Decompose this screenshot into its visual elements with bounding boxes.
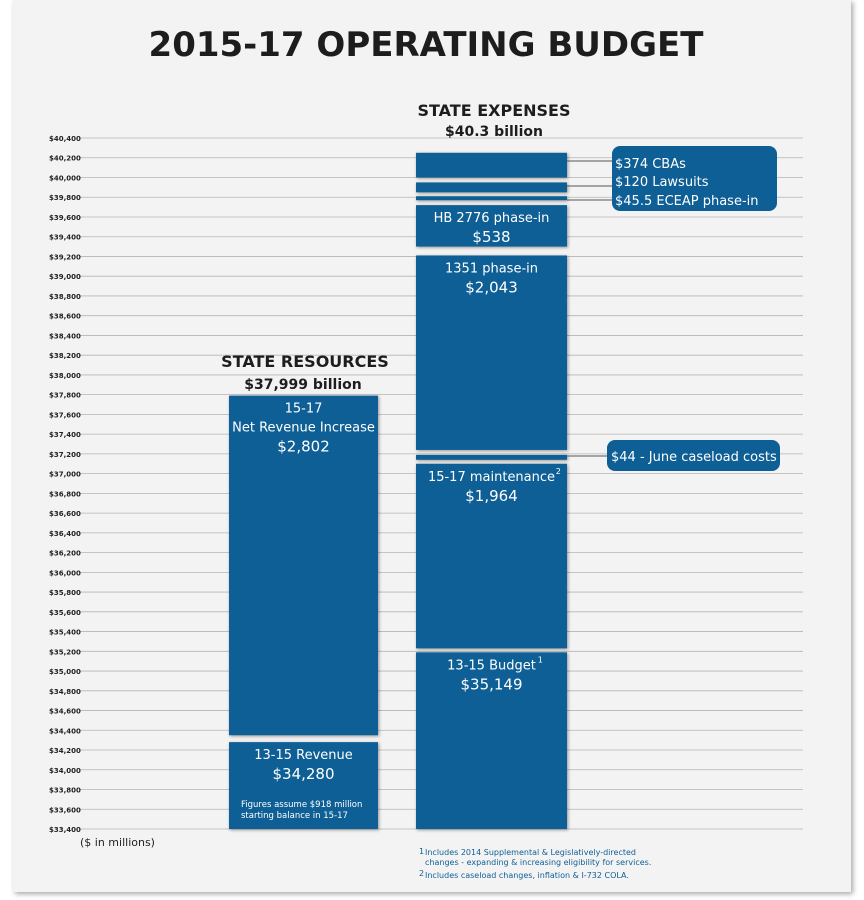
resources-header: STATE RESOURCES bbox=[221, 352, 389, 371]
resources-total: $37,999 billion bbox=[244, 377, 362, 393]
segment-label: 13-15 Revenue bbox=[254, 748, 353, 764]
y-tick-label: $38,600 bbox=[49, 312, 81, 321]
y-tick-label: $37,800 bbox=[49, 391, 81, 400]
y-tick-label: $35,200 bbox=[49, 648, 81, 657]
y-tick-label: $33,600 bbox=[49, 806, 81, 815]
y-tick-label: $36,600 bbox=[49, 510, 81, 519]
y-tick-label: $39,600 bbox=[49, 213, 81, 222]
expenses-header: STATE EXPENSES bbox=[417, 101, 571, 120]
callout-item: $45.5 ECEAP phase-in bbox=[615, 194, 759, 209]
y-tick-label: $34,600 bbox=[49, 707, 81, 716]
y-tick-label: $35,000 bbox=[49, 668, 81, 677]
segment-label: HB 2776 phase-in bbox=[433, 211, 550, 227]
segment-value: $538 bbox=[472, 228, 511, 247]
segment-value: $34,280 bbox=[272, 765, 335, 784]
segment-label: 15-17 bbox=[284, 401, 323, 417]
y-tick-label: $33,400 bbox=[49, 826, 81, 834]
segment-label: Net Revenue Increase bbox=[232, 420, 375, 436]
y-tick-label: $34,200 bbox=[49, 747, 81, 756]
y-tick-label: $38,200 bbox=[49, 352, 81, 361]
y-tick-label: $35,600 bbox=[49, 608, 81, 617]
segment-value: $2,802 bbox=[277, 437, 330, 456]
y-tick-label: $36,400 bbox=[49, 529, 81, 538]
footnote-1-num: 1 bbox=[419, 847, 425, 856]
bar-stacks bbox=[229, 153, 567, 829]
footnote-2-line: Includes caseload changes, inflation & I-732 COLA. bbox=[425, 871, 629, 880]
y-tick-label: $36,000 bbox=[49, 569, 81, 578]
y-tick-label: $35,400 bbox=[49, 628, 81, 637]
y-tick-label: $34,000 bbox=[49, 766, 81, 775]
footnote-1-line: changes - expanding & increasing eligibility for services. bbox=[425, 858, 652, 867]
y-tick-label: $38,000 bbox=[49, 371, 81, 380]
segment-label: 1351 phase-in bbox=[445, 261, 538, 277]
y-tick-label: $38,400 bbox=[49, 332, 81, 341]
segment-note: Figures assume $918 million bbox=[241, 800, 363, 810]
y-tick-label: $34,800 bbox=[49, 687, 81, 696]
callout-item: $120 Lawsuits bbox=[615, 175, 709, 190]
segment-value: $2,043 bbox=[465, 278, 518, 297]
segment-note: starting balance in 15-17 bbox=[241, 811, 348, 821]
y-tick-label: $39,000 bbox=[49, 273, 81, 282]
y-tick-label: $40,200 bbox=[49, 154, 81, 163]
footnote-2-num: 2 bbox=[419, 869, 425, 878]
bar-segment bbox=[416, 196, 567, 200]
y-tick-label: $38,800 bbox=[49, 292, 81, 301]
chart-title: 2015-17 OPERATING BUDGET bbox=[148, 25, 704, 65]
segment-label: 13-15 Budget bbox=[447, 658, 536, 674]
y-tick-label: $37,600 bbox=[49, 411, 81, 420]
y-tick-label: $40,000 bbox=[49, 174, 81, 183]
footnote-marker: 1 bbox=[537, 655, 543, 665]
bar-segment bbox=[416, 455, 567, 460]
callout-cbas bbox=[567, 146, 777, 211]
units-note: ($ in millions) bbox=[80, 836, 155, 849]
segment-value: $1,964 bbox=[465, 486, 518, 505]
segment-value: $35,149 bbox=[460, 675, 523, 694]
expenses-total: $40.3 billion bbox=[445, 124, 543, 140]
y-tick-label: $39,400 bbox=[49, 233, 81, 242]
y-tick-label: $39,800 bbox=[49, 194, 81, 203]
y-tick-label: $37,000 bbox=[49, 470, 81, 479]
bar-segment bbox=[416, 182, 567, 192]
callout-item: $374 CBAs bbox=[615, 157, 686, 172]
y-tick-label: $37,200 bbox=[49, 450, 81, 459]
footnote-1-line: Includes 2014 Supplemental & Legislatively-directed bbox=[425, 848, 636, 857]
y-tick-label: $34,400 bbox=[49, 727, 81, 736]
footnotes bbox=[419, 847, 651, 880]
bar-segment bbox=[416, 153, 567, 178]
y-tick-label: $36,800 bbox=[49, 490, 81, 499]
callout-item: $44 - June caseload costs bbox=[611, 450, 777, 465]
y-tick-label: $37,400 bbox=[49, 431, 81, 440]
y-tick-label: $35,800 bbox=[49, 589, 81, 598]
callout-june-caseload bbox=[567, 440, 780, 471]
footnote-marker: 2 bbox=[555, 466, 561, 476]
y-tick-label: $33,800 bbox=[49, 786, 81, 795]
y-tick-label: $40,400 bbox=[49, 135, 81, 143]
y-tick-label: $36,200 bbox=[49, 549, 81, 558]
y-tick-label: $39,200 bbox=[49, 253, 81, 262]
y-axis-ticks bbox=[49, 135, 81, 834]
segment-label: 15-17 maintenance bbox=[427, 469, 556, 485]
